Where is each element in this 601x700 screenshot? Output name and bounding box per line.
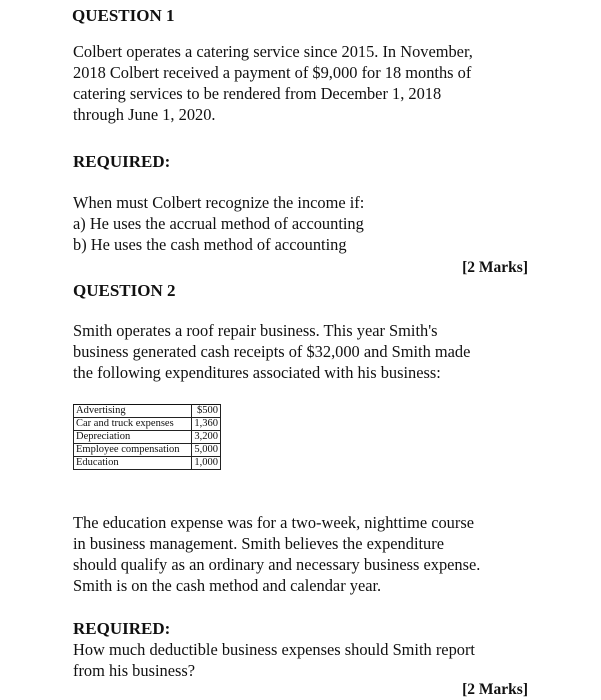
education-paragraph <box>73 512 528 596</box>
q2-line: the following expenditures associated with his business: <box>73 363 441 382</box>
question-1-paragraph <box>73 41 528 125</box>
q2-required-line: How much deductible business expenses should Smith report <box>73 640 475 659</box>
table-row <box>74 418 221 431</box>
question-1-heading: QUESTION 1 <box>72 6 175 25</box>
question-2-heading: QUESTION 2 <box>73 281 176 300</box>
table-row <box>74 405 221 418</box>
question-2-paragraph <box>73 320 528 383</box>
expense-amount: 1,000 <box>192 457 221 470</box>
education-line: in business management. Smith believes the expenditure <box>73 534 444 553</box>
question-1-marks: [2 Marks] <box>462 259 528 276</box>
expense-amount: $500 <box>192 405 221 418</box>
expense-item: Employee compensation <box>74 444 192 457</box>
q2-required-line: from his business? <box>73 661 196 680</box>
q1-line: Colbert operates a catering service since 2015. In November, <box>73 42 473 61</box>
expense-amount: 1,360 <box>192 418 221 431</box>
q1-line: 2018 Colbert received a payment of $9,000 for 18 months of <box>73 63 472 82</box>
expense-amount: 3,200 <box>192 431 221 444</box>
expense-item: Education <box>74 457 192 470</box>
question-2-required-text <box>73 639 528 681</box>
education-line: Smith is on the cash method and calendar year. <box>73 576 382 595</box>
expense-item: Advertising <box>74 405 192 418</box>
expense-amount: 5,000 <box>192 444 221 457</box>
expense-item: Depreciation <box>74 431 192 444</box>
expense-item: Car and truck expenses <box>74 418 192 431</box>
table-row <box>74 431 221 444</box>
q2-line: business generated cash receipts of $32,000 and Smith made <box>73 342 471 361</box>
question-1-required-heading: REQUIRED: <box>73 152 171 171</box>
table-row <box>74 457 221 470</box>
q1-required-line: b) He uses the cash method of accounting <box>73 235 347 254</box>
q1-required-line: a) He uses the accrual method of accounting <box>73 214 364 233</box>
q1-line: catering services to be rendered from December 1, 2018 <box>73 84 442 103</box>
q2-line: Smith operates a roof repair business. This year Smith's <box>73 321 438 340</box>
education-line: The education expense was for a two-week, nighttime course <box>73 513 474 532</box>
question-1-required-list <box>73 192 473 255</box>
expenditures-table <box>73 404 221 470</box>
q1-required-line: When must Colbert recognize the income if: <box>73 193 365 212</box>
question-2-required-heading: REQUIRED: <box>73 619 171 638</box>
q1-line: through June 1, 2020. <box>73 105 216 124</box>
table-row <box>74 444 221 457</box>
education-line: should qualify as an ordinary and necessary business expense. <box>73 555 481 574</box>
question-2-marks: [2 Marks] <box>462 681 528 698</box>
